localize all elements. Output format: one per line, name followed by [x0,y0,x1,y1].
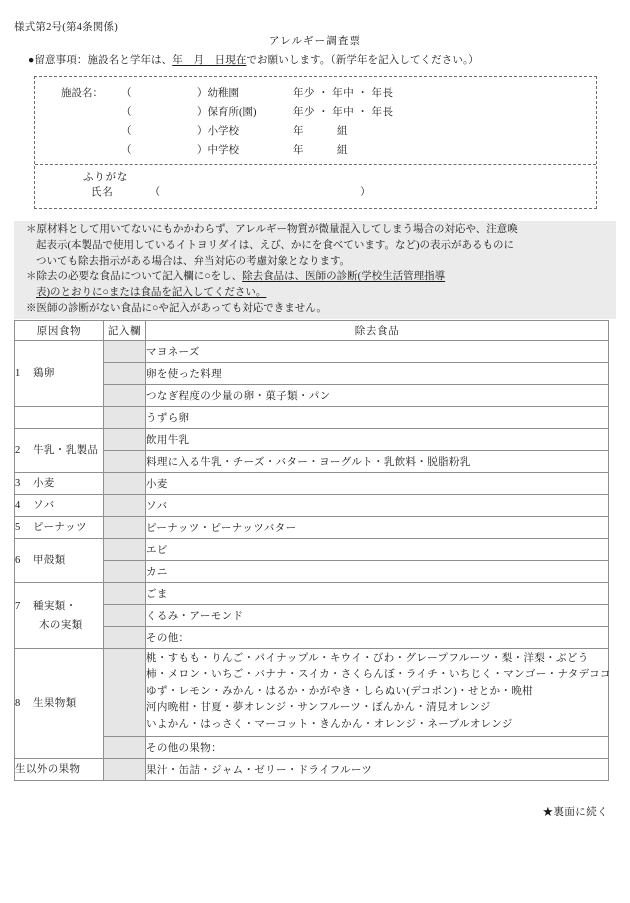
entry-checkbox-cell[interactable] [104,737,146,759]
header-cause-food: 原因食物 [15,321,104,341]
table-row [15,759,609,781]
facility-name-input-nursery[interactable] [121,104,197,119]
header-notice [28,52,479,67]
facility-kind-kindergarten [197,85,293,100]
removal-food-other-cell[interactable]: その他： [146,627,609,649]
facility-rows [35,77,596,164]
facility-kind-label: 幼稚園 [207,88,239,99]
fruit-line: 桃・すもも・りんご・パイナップル・キウイ・びわ・グレープフルーツ・梨・洋梨・ぶどう [146,653,589,664]
removal-food-cell: ソバ [146,495,609,517]
cause-label: 生以外の果物 [15,764,81,776]
notice2-plain: ＊除去の必要な食品について記入欄に○をし、 [26,271,243,282]
paren-open: （ [121,88,132,99]
name-input[interactable]: （ [149,187,161,198]
removal-food-cell: ごま [146,583,609,605]
facility-kind-juniorhigh [197,142,293,157]
entry-checkbox-cell[interactable] [104,561,146,583]
entry-checkbox-cell[interactable] [104,495,146,517]
removal-food-cell: マヨネーズ [146,341,609,363]
notice-line-1: ＊原材料として用いてないにもかかわらず、アレルギー物質が微量混入してしまう場合の対応や、注意喚 [26,224,518,235]
paren-open: （ [121,126,132,137]
form-number: 様式第2号(第4条関係) [14,22,118,33]
facility-row-elementary [35,121,596,140]
facility-grade-input-juniorhigh[interactable]: 年 組 [293,145,348,156]
header-removal-food: 除去食品 [146,321,609,341]
facility-row-juniorhigh [35,140,596,159]
cause-label: ピーナッツ [33,522,87,533]
facility-kind-nursery [197,104,293,119]
paren-open: （ [121,145,132,156]
facility-name-label: 施設名： [61,88,103,99]
continue-on-back-note: ★裏面に続く [542,807,608,818]
cause-cell-peanut [15,517,104,539]
cause-cell-crustacean [15,539,104,583]
entry-checkbox-cell[interactable] [104,451,146,473]
cause-index: 5 [15,522,21,533]
removal-food-cell: くるみ・アーモンド [146,605,609,627]
facility-row-nursery [35,102,596,121]
facility-name-input-kindergarten[interactable] [121,85,197,100]
facility-name-input-juniorhigh[interactable] [121,142,197,157]
paren-open: （ [121,107,132,118]
table-row [15,605,609,627]
removal-food-cell: つなぎ程度の少量の卵・菓子類・パン [146,385,609,407]
cause-cell-nuts [15,583,104,649]
facility-row-kindergarten [35,83,596,102]
student-name-block [35,165,596,208]
entry-checkbox-cell[interactable] [104,341,146,363]
table-row [15,649,609,737]
entry-checkbox-cell[interactable] [104,385,146,407]
notice2-underlined-a: 除去食品は、医師の診断(学校生活管理指導 [242,271,446,282]
fruit-line: 河内晩柑・甘夏・夢オレンジ・サンフルーツ・ぽんかん・清見オレンジ [146,702,491,714]
fruit-line: 柿・メロン・いちご・バナナ・スイカ・さくらんぼ・ライチ・いちじく・マンゴー・ナタデココ [146,669,611,681]
header-notice-prefix: ●留意事項：施設名と学年は、 [28,55,173,66]
notice-block-contamination [14,221,616,272]
entry-checkbox-cell[interactable] [104,605,146,627]
facility-grade-options-kindergarten[interactable]: 年少 ・ 年中 ・ 年長 [293,88,394,99]
cause-index: 1 [15,368,21,379]
notice2-line-1 [14,269,616,285]
cause-index: 2 [15,445,21,456]
removal-food-cell: エビ [146,539,609,561]
entry-checkbox-cell[interactable] [104,649,146,737]
table-row [15,627,609,649]
entry-checkbox-cell[interactable] [104,429,146,451]
facility-name-input-elementary[interactable] [121,123,197,138]
entry-checkbox-cell[interactable] [104,583,146,605]
paren-close: ） [197,145,208,156]
paren-close: ） [197,88,208,99]
name-row [35,185,596,201]
cause-cell-quail-egg-blank [15,407,104,429]
removal-food-cell: カニ [146,561,609,583]
table-row [15,341,609,363]
notice-line-2: 起表示(本製品で使用しているイトヨリダイは、えび、かにを食べています。など)の表示があるものに [36,240,515,252]
cause-cell-wheat [15,473,104,495]
entry-checkbox-cell[interactable] [104,759,146,781]
notice2-line-3: ※医師の診断がない食品に○や記入があっても対応できません。 [26,303,327,315]
entry-checkbox-cell[interactable] [104,407,146,429]
cause-cell-processed-fruit [15,759,104,781]
removal-food-cell: ピーナッツ・ピーナッツバター [146,517,609,539]
facility-kind-label: 保育所(園) [207,107,257,118]
cause-index: 8 [15,698,21,710]
table-row [15,407,609,429]
removal-food-cell: 果汁・缶詰・ジャム・ゼリー・ドライフルーツ [146,759,609,781]
removal-food-cell: 卵を使った料理 [146,363,609,385]
cause-index: 4 [15,500,21,511]
page-title: アレルギー調査票 [268,36,362,47]
name-label: 氏名 [91,187,114,198]
cause-label: 甲殻類 [33,555,66,566]
table-row [15,517,609,539]
cause-label-sub: 木の実類 [39,619,83,631]
facility-info-box [34,76,597,209]
cause-label: 牛乳・乳製品 [33,445,99,456]
table-row [15,385,609,407]
facility-grade-input-elementary[interactable]: 年 組 [293,126,348,137]
cause-index: 7 [15,600,21,612]
header-notice-suffix: でお願いします。（新学年を記入してください。） [246,55,479,66]
table-row [15,539,609,561]
cause-cell-fresh-fruit [15,649,104,759]
cause-cell-milk [15,429,104,473]
cause-cell-egg [15,341,104,407]
table-row [15,495,609,517]
table-row [15,429,609,451]
table-row [15,473,609,495]
removal-food-cell-fruit-list [146,649,609,737]
removal-food-cell: 小麦 [146,473,609,495]
removal-food-cell: うずら卵 [146,407,609,429]
cause-label: 種実類・ [33,600,77,612]
notice2-line-2 [14,285,616,301]
table-row [15,363,609,385]
paren-close: ） [197,126,208,137]
entry-checkbox-cell[interactable] [104,539,146,561]
entry-checkbox-cell[interactable] [104,517,146,539]
table-header-row [15,321,609,341]
notice2-underlined-b: 表)のとおりに○または食品を記入してください。 [36,287,267,299]
fruit-line: ゆず・レモン・みかん・はるか・かがやき・しらぬい(デコポン)・せとか・晩柑 [146,685,534,697]
removal-food-other-fruit-cell[interactable]: その他の果物： [146,737,609,759]
facility-kind-elementary [197,123,293,138]
cause-index: 3 [15,478,21,489]
notice-line-3: ついても除去指示がある場合は、弁当対応の考慮対象となります。 [36,256,351,268]
table-row [15,583,609,605]
cause-label: 小麦 [33,478,55,489]
paren-close: ） [197,107,208,118]
facility-kind-label: 小学校 [207,126,239,137]
table-row [15,737,609,759]
cause-cell-buckwheat [15,495,104,517]
cause-label: ソバ [33,500,55,511]
removal-food-cell: 料理に入る牛乳・チーズ・バター・ヨーグルト・乳飲料・脱脂粉乳 [146,451,609,473]
cause-index: 6 [15,555,21,566]
cause-label: 生果物類 [33,698,77,710]
name-paren-close: ） [360,187,371,198]
allergy-food-table [14,320,609,781]
removal-food-cell: 飲用牛乳 [146,429,609,451]
furigana-label: ふりがな [83,172,129,183]
header-entry-column: 記入欄 [104,321,146,341]
notice-block-instructions [14,268,616,319]
entry-checkbox-cell[interactable] [104,473,146,495]
facility-grade-options-nursery[interactable]: 年少 ・ 年中 ・ 年長 [293,107,394,118]
fruit-line: いよかん・はっさく・マーコット・きんかん・オレンジ・ネーブルオレンジ [146,718,513,730]
facility-kind-label: 中学校 [207,145,239,156]
header-notice-date-blank: 年 月 日現在 [172,55,247,66]
cause-label: 鶏卵 [33,368,55,379]
table-row [15,451,609,473]
entry-checkbox-cell[interactable] [104,363,146,385]
entry-checkbox-cell[interactable] [104,627,146,649]
table-row [15,561,609,583]
